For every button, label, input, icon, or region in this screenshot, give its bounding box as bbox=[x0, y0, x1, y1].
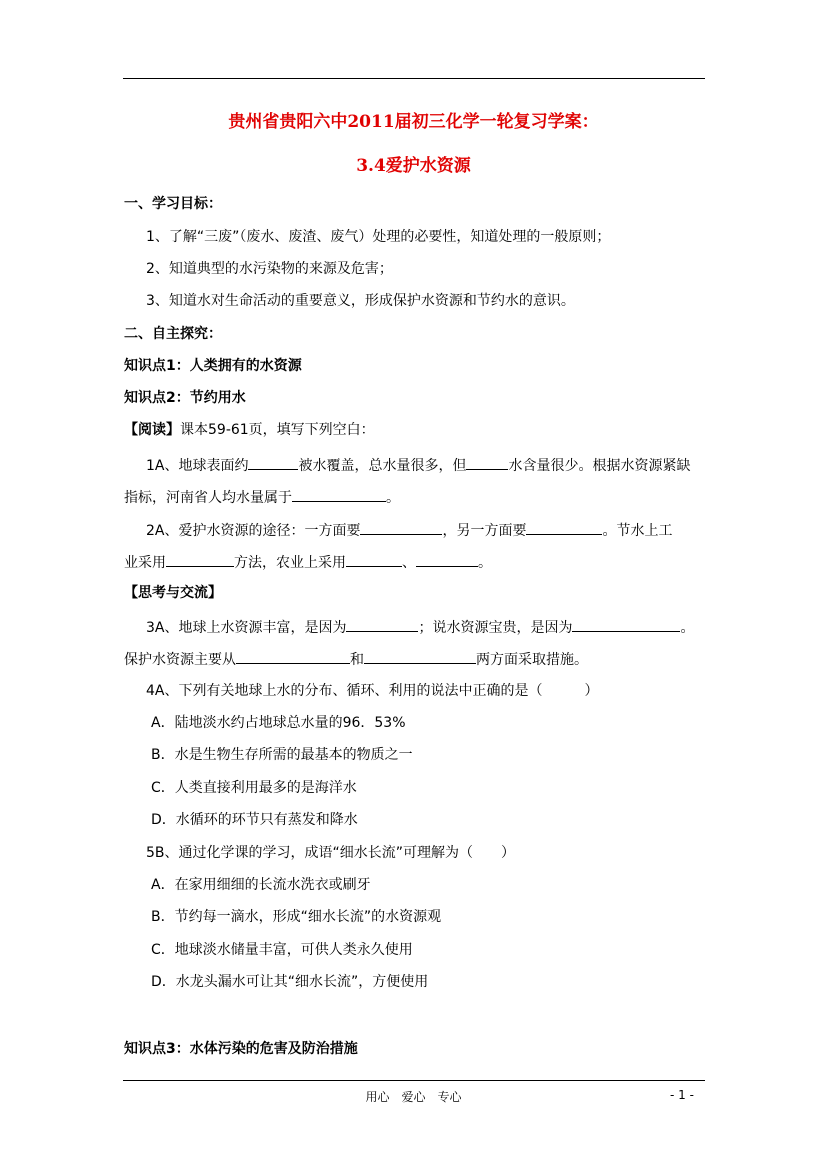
option-c: C．人类直接利用最多的是海洋水 bbox=[151, 780, 357, 796]
page-number: - 1 - bbox=[670, 1088, 694, 1102]
question-text: 。 bbox=[478, 555, 492, 571]
question-4a: 4A、下列有关地球上水的分布、循环、利用的说法中正确的是（ ） bbox=[146, 683, 599, 699]
document-title: 贵州省贵阳六中2011届初三化学一轮复习学案： bbox=[228, 112, 599, 132]
answer-blank[interactable] bbox=[248, 454, 298, 470]
question-2a-line1 bbox=[146, 519, 672, 541]
question-text: ；说水资源宝贵，是因为 bbox=[418, 620, 573, 636]
goal-item: 1、了解“三废”（废水、废渣、废气）处理的必要性，知道处理的一般原则； bbox=[146, 229, 611, 245]
reading-tag: 【阅读】 bbox=[124, 422, 180, 438]
question-text: 业采用 bbox=[124, 555, 166, 571]
question-text: 1A、地球表面约 bbox=[146, 458, 249, 474]
reading-text: 课本59-61页，填写下列空白： bbox=[180, 422, 375, 438]
footer-rule bbox=[123, 1080, 705, 1081]
question-3a-line1 bbox=[146, 616, 694, 638]
section-heading-goals: 一、学习目标： bbox=[124, 196, 222, 212]
question-text: 、 bbox=[402, 555, 416, 571]
answer-blank[interactable] bbox=[236, 648, 350, 664]
answer-blank[interactable] bbox=[292, 486, 386, 502]
header-rule bbox=[123, 78, 705, 79]
question-3a-line2 bbox=[124, 648, 588, 670]
answer-blank[interactable] bbox=[466, 454, 508, 470]
think-exchange-tag: 【思考与交流】 bbox=[124, 585, 222, 601]
option-b: B．水是生物生存所需的最基本的物质之一 bbox=[151, 747, 413, 763]
question-text: 3A、地球上水资源丰富，是因为 bbox=[146, 620, 347, 636]
document-subtitle: 3.4爱护水资源 bbox=[356, 156, 471, 176]
question-1a-line1 bbox=[146, 454, 690, 476]
knowledge-point-1: 知识点1：人类拥有的水资源 bbox=[124, 358, 302, 374]
question-1a-line2 bbox=[124, 486, 400, 508]
answer-blank[interactable] bbox=[166, 551, 234, 567]
option-a: A．在家用细细的长流水洗衣或刷牙 bbox=[151, 877, 371, 893]
question-text: 。 bbox=[386, 490, 400, 506]
goal-item: 2、知道典型的水污染物的来源及危害； bbox=[146, 261, 393, 277]
question-text: 和 bbox=[350, 652, 364, 668]
question-text: 方法，农业上采用 bbox=[234, 555, 346, 571]
question-text: 两方面采取措施。 bbox=[476, 652, 588, 668]
answer-blank[interactable] bbox=[360, 519, 442, 535]
option-d: D．水龙头漏水可让其“细水长流”，方便使用 bbox=[151, 974, 429, 990]
question-text: 2A、爱护水资源的途径：一方面要 bbox=[146, 523, 361, 539]
option-a: A．陆地淡水约占地球总水量的96．53% bbox=[151, 715, 406, 731]
question-text: 被水覆盖，总水量很多，但 bbox=[298, 458, 467, 474]
option-c: C．地球淡水储量丰富，可供人类永久使用 bbox=[151, 942, 413, 958]
reading-instruction bbox=[124, 420, 375, 440]
answer-blank[interactable] bbox=[416, 551, 478, 567]
answer-blank[interactable] bbox=[364, 648, 476, 664]
section-heading-explore: 二、自主探究： bbox=[124, 326, 222, 342]
question-text: 水含量很少。根据水资源紧缺 bbox=[508, 458, 691, 474]
goal-item: 3、知道水对生命活动的重要意义，形成保护水资源和节约水的意识。 bbox=[146, 293, 575, 309]
question-text: 指标，河南省人均水量属于 bbox=[124, 490, 292, 506]
question-text: 保护水资源主要从 bbox=[124, 652, 236, 668]
answer-blank[interactable] bbox=[346, 616, 418, 632]
knowledge-point-2: 知识点2：节约用水 bbox=[124, 390, 246, 406]
answer-blank[interactable] bbox=[572, 616, 680, 632]
footer-motto: 用心 爱心 专心 bbox=[365, 1090, 462, 1104]
answer-blank[interactable] bbox=[526, 519, 602, 535]
question-text: 。节水上工 bbox=[602, 523, 673, 539]
knowledge-point-3: 知识点3：水体污染的危害及防治措施 bbox=[124, 1041, 358, 1057]
option-d: D．水循环的环节只有蒸发和降水 bbox=[151, 812, 358, 828]
answer-blank[interactable] bbox=[346, 551, 402, 567]
question-text: 。 bbox=[680, 620, 695, 636]
option-b: B．节约每一滴水，形成“细水长流”的水资源观 bbox=[151, 909, 442, 925]
question-5b: 5B、通过化学课的学习，成语“细水长流”可理解为（ ） bbox=[146, 845, 516, 861]
question-2a-line2 bbox=[124, 551, 492, 573]
question-text: ，另一方面要 bbox=[442, 523, 527, 539]
